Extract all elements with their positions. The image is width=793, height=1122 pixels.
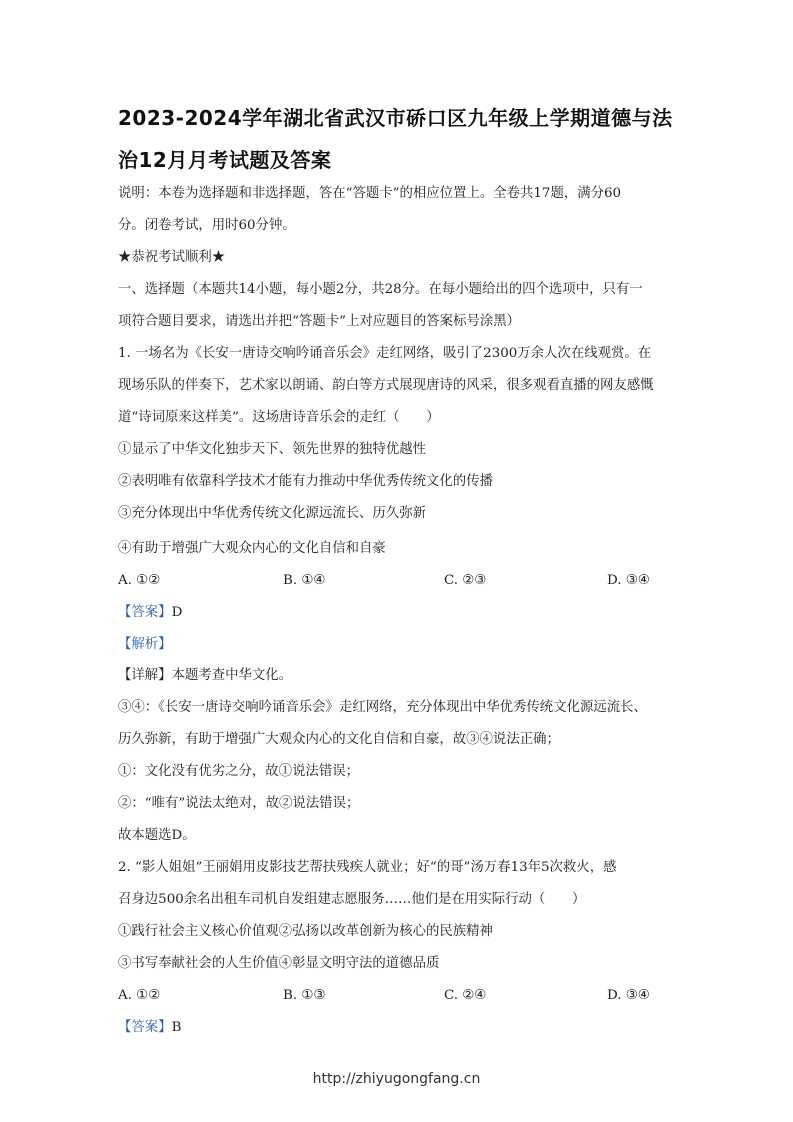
q2-answer: [118, 1020, 181, 1036]
q1-stem-line2: 现场乐队的伴奏下，艺术家以朗诵、韵白等方式展现唐诗的风采，很多观看直播的网友感慨: [118, 378, 654, 393]
answer-tag: 【答案】: [118, 1020, 172, 1035]
q1-option-a: A. ①②: [118, 573, 161, 588]
q1-statement-4: ④有助于增强广大观众内心的文化自信和自豪: [118, 541, 386, 556]
q1-option-b: B. ①④: [283, 573, 326, 588]
intro-line2: 分。闭卷考试，用时60分钟。: [118, 218, 296, 233]
q1-explanation-3: ①：文化没有优劣之分，故①说法错误；: [118, 764, 360, 779]
q1-stem-line1: 1. 一场名为《长安一唐诗交响吟诵音乐会》走红网络，吸引了2300万余人次在线观赏。在: [118, 346, 652, 361]
q1-analysis-tag: 【解析】: [118, 637, 172, 652]
q1-answer: [118, 605, 182, 621]
exam-wish: ★恭祝考试顺利★: [118, 250, 226, 265]
q2-option-b: B. ①③: [283, 988, 326, 1003]
detail-tag: 【详解】: [118, 668, 172, 683]
q1-explanation-5: 故本题选D。: [118, 828, 196, 843]
q1-statement-3: ③充分体现出中华优秀传统文化源远流长、历久弥新: [118, 506, 426, 521]
footer-url: http://zhiyugongfang.cn: [312, 1071, 481, 1087]
detail-text: 本题考查中华文化。: [171, 668, 293, 683]
q1-explanation-1: ③④：《长安一唐诗交响吟诵音乐会》走红网络，充分体现出中华优秀传统文化源远流长、: [118, 700, 647, 715]
answer-value: B: [171, 1020, 182, 1035]
q1-explanation-2: 历久弥新，有助于增强广大观众内心的文化自信和自豪，故③④说法正确；: [118, 732, 560, 747]
answer-value: D: [171, 605, 183, 620]
answer-tag: 【答案】: [118, 605, 172, 620]
q2-option-a: A. ①②: [118, 988, 161, 1003]
q2-stem-line1: 2. “影人姐姐”王丽娟用皮影技艺帮扶残疾人就业；好“的哥”汤万春13年5次救火，感: [118, 860, 617, 875]
q1-statement-1: ①显示了中华文化独步天下、领先世界的独特优越性: [118, 442, 426, 457]
q1-stem-line3: 道“诗词原来这样美”。这场唐诗音乐会的走红（ ）: [118, 410, 440, 425]
q1-option-c: C. ②③: [444, 573, 487, 588]
section-heading-line2: 项符合题目要求，请选出并把“答题卡”上对应题目的答案标号涂黑）: [118, 314, 521, 329]
section-heading-line1: 一、选择题（本题共14小题，每小题2分，共28分。在每小题给出的四个选项中，只有一: [118, 282, 643, 297]
q1-option-d: D. ③④: [607, 573, 650, 588]
document-title-line2: 治12月月考试题及答案: [118, 148, 332, 172]
document-title-line1: 2023-2024学年湖北省武汉市硚口区九年级上学期道德与法: [118, 106, 673, 130]
q2-statements-line2: ③书写奉献社会的人生价值④彰显文明守法的道德品质: [118, 956, 440, 971]
q2-statements-line1: ①践行社会主义核心价值观②弘扬以改革创新为核心的民族精神: [118, 924, 493, 939]
intro-line1: 说明：本卷为选择题和非选择题，答在“答题卡”的相应位置上。全卷共17题，满分60: [118, 186, 622, 201]
q1-detail: [118, 668, 292, 684]
q2-stem-line2: 召身边500余名出租车司机自发组建志愿服务……他们是在用实际行动（ ）: [118, 892, 586, 907]
q1-statement-2: ②表明唯有依靠科学技术才能有力推动中华优秀传统文化的传播: [118, 474, 493, 489]
q2-option-d: D. ③④: [607, 988, 650, 1003]
q1-explanation-4: ②：“唯有”说法太绝对，故②说法错误；: [118, 796, 360, 811]
q2-option-c: C. ②④: [444, 988, 487, 1003]
